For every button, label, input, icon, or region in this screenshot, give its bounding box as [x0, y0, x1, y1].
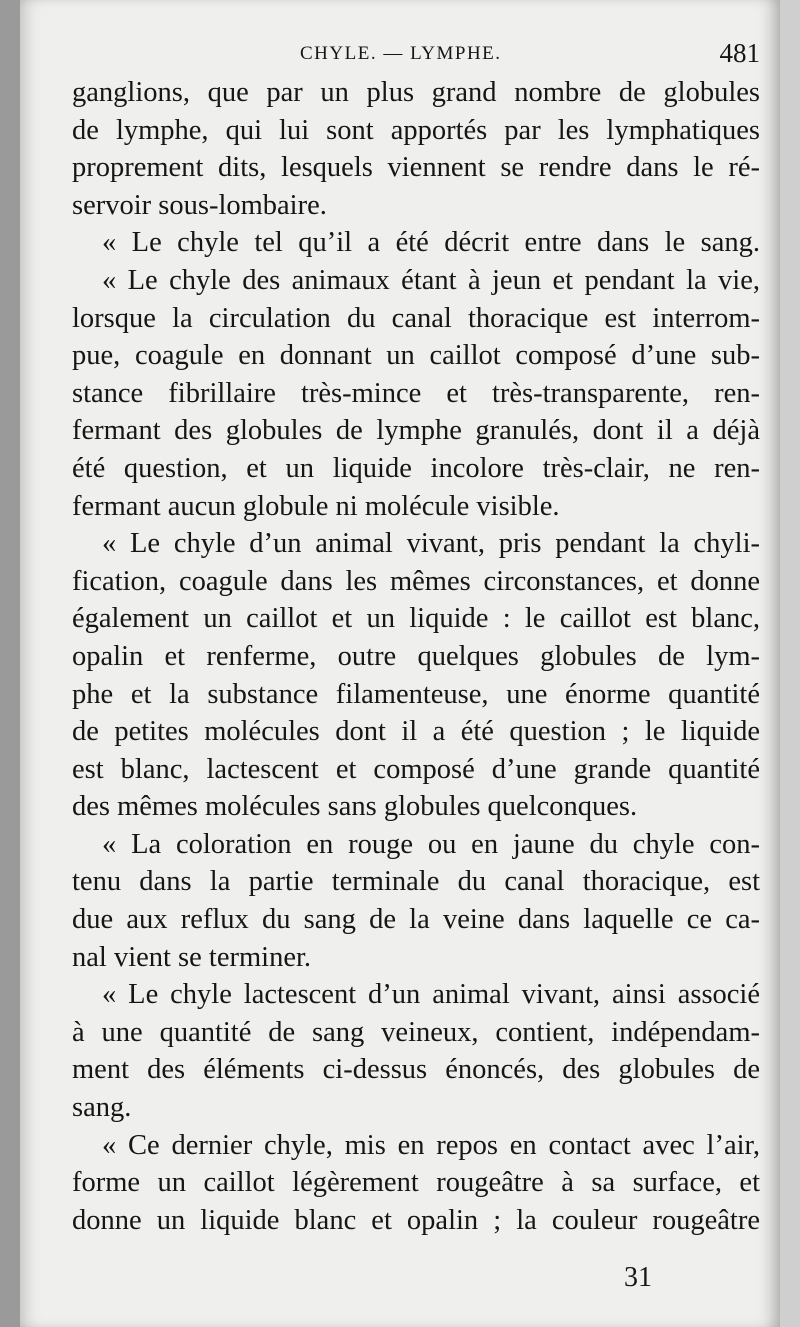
text-line: ment des éléments ci-dessus énoncés, des globules de: [72, 1054, 760, 1086]
text-line: ganglions, que par un plus grand nombre de globules: [72, 77, 760, 108]
text-line: été question, et un liquide incolore très-clair, ne ren-: [72, 452, 760, 484]
text-line: stance fibrillaire très-mince et très-transparente, ren-: [72, 377, 760, 409]
text-line: donne un liquide blanc et opalin ; la couleur rougeâtre: [72, 1204, 760, 1236]
running-head: CHYLE. — LYMPHE.: [300, 43, 502, 64]
signature-mark: 31: [624, 1262, 652, 1293]
text-line: phe et la substance filamenteuse, une énorme quantité: [72, 678, 760, 710]
text-line: lorsque la circulation du canal thoracique est interrom-: [72, 302, 760, 334]
page-header: [72, 34, 760, 74]
text-line: « Le chyle lactescent d’un animal vivant, ainsi associé: [102, 979, 760, 1011]
text-line: due aux reflux du sang de la veine dans laquelle ce ca-: [72, 904, 760, 936]
text-line: nal vient se terminer.: [72, 941, 312, 973]
text-line: forme un caillot légèrement rougeâtre à sa surface, et: [72, 1167, 760, 1199]
text-line: proprement dits, lesquels viennent se rendre dans le ré-: [72, 152, 760, 184]
text-line: est blanc, lactescent et composé d’une grande quantité: [72, 753, 760, 785]
text-line: « Le chyle d’un animal vivant, pris pendant la chyli-: [102, 528, 760, 560]
text-line: également un caillot et un liquide : le caillot est blanc,: [72, 603, 760, 635]
text-line: des mêmes molécules sans globules quelconques.: [72, 791, 638, 823]
text-line: opalin et renferme, outre quelques globules de lym-: [72, 640, 760, 672]
text-line: servoir sous-lombaire.: [72, 189, 327, 221]
text-line: « Le chyle tel qu’il a été décrit entre dans le sang.: [102, 227, 760, 259]
text-line: fermant aucun globule ni molécule visible.: [72, 490, 560, 522]
text-line: de petites molécules dont il a été question ; le liquide: [72, 716, 760, 748]
text-line: « Ce dernier chyle, mis en repos en contact avec l’air,: [102, 1129, 760, 1161]
text-line: « La coloration en rouge ou en jaune du chyle con-: [102, 828, 760, 860]
text-line: sang.: [72, 1092, 132, 1124]
text-line: fermant des globules de lymphe granulés, dont il a déjà: [72, 415, 760, 447]
scan-margin: [780, 0, 800, 1327]
text-line: à une quantité de sang veineux, contient, indépendam-: [72, 1016, 760, 1048]
body-text: [72, 74, 760, 1239]
page-number: 481: [719, 38, 760, 68]
text-line: tenu dans la partie terminale du canal thoracique, est: [72, 866, 760, 898]
text-line: « Le chyle des animaux étant à jeun et pendant la vie,: [102, 264, 760, 296]
text-line: fication, coagule dans les mêmes circonstances, et donne: [72, 565, 760, 597]
text-line: de lymphe, qui lui sont apportés par les lymphatiques: [72, 114, 760, 146]
text-line: pue, coagule en donnant un caillot composé d’une sub-: [72, 340, 760, 372]
book-page: [20, 0, 780, 1327]
